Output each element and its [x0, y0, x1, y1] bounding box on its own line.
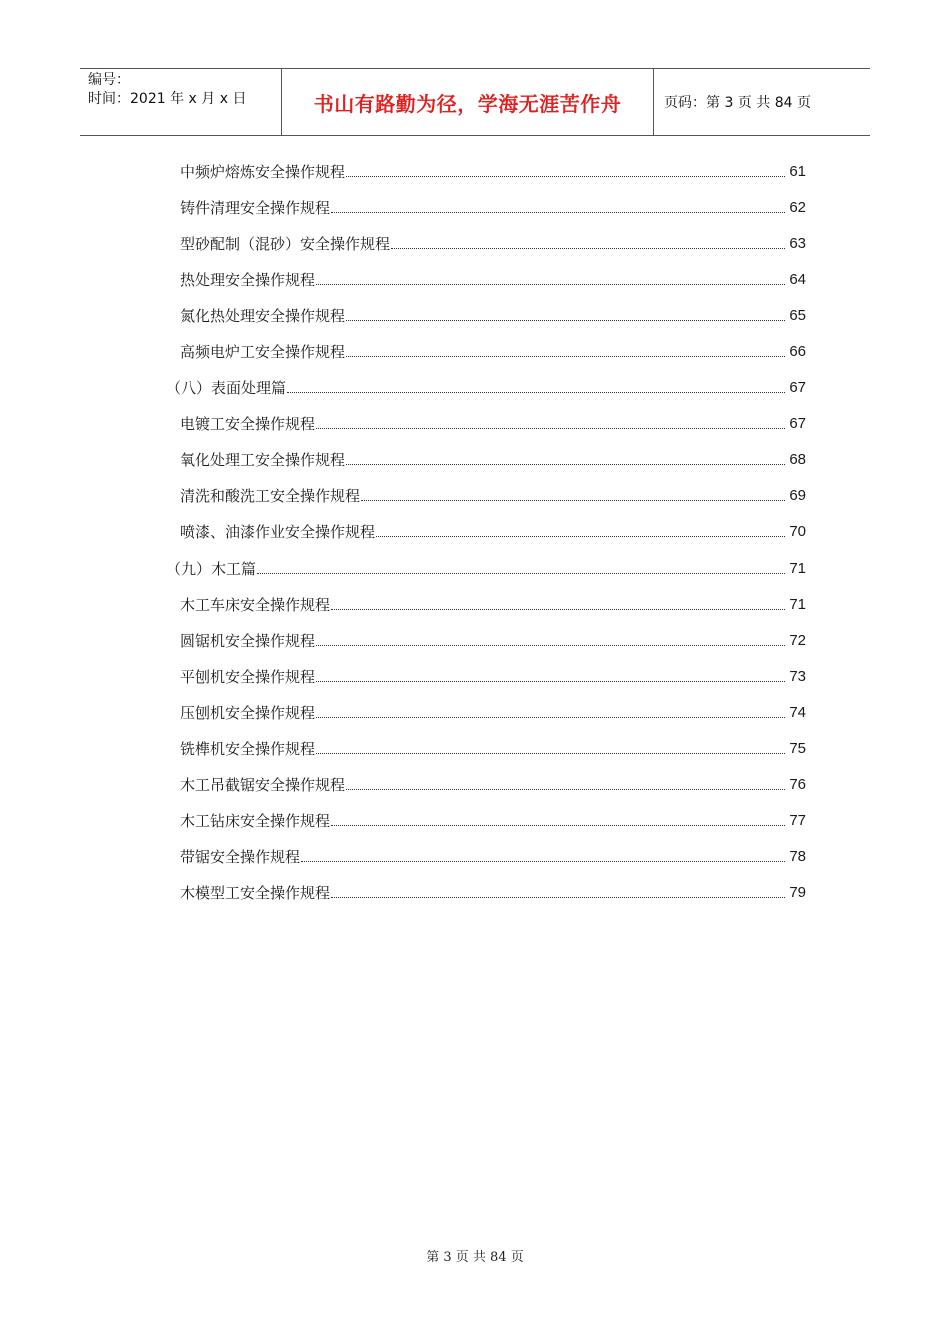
- toc-dot-leader: [287, 392, 785, 393]
- toc-dot-leader: [316, 717, 785, 718]
- toc-entry[interactable]: [166, 875, 806, 911]
- toc-entry-title: 高频电炉工安全操作规程: [180, 343, 346, 362]
- toc-entry-title: 型砂配制（混砂）安全操作规程: [180, 234, 391, 253]
- toc-dot-leader: [316, 645, 785, 646]
- toc-entry[interactable]: [166, 406, 806, 442]
- toc-dot-leader: [316, 753, 785, 754]
- toc-entry-title: 平刨机安全操作规程: [180, 667, 316, 686]
- document-number-label: 编号：: [88, 72, 130, 88]
- toc-dot-leader: [376, 536, 785, 537]
- page-footer: 第 3 页 共 84 页: [426, 1250, 524, 1265]
- toc-entry-title: 木模型工安全操作规程: [180, 884, 331, 903]
- toc-dot-leader: [257, 573, 785, 574]
- toc-entry-title: 木工吊截锯安全操作规程: [180, 776, 346, 795]
- toc-entry[interactable]: [166, 658, 806, 694]
- document-time: 时间：2021 年 x 月 x 日: [88, 91, 247, 107]
- toc-dot-leader: [346, 356, 785, 357]
- toc-entry-page-number: 74: [789, 703, 806, 721]
- toc-dot-leader: [316, 681, 785, 682]
- toc-entry[interactable]: [166, 514, 806, 550]
- toc-entry[interactable]: [166, 153, 806, 189]
- toc-entry-page-number: 72: [789, 631, 806, 649]
- toc-dot-leader: [331, 212, 785, 213]
- toc-dot-leader: [346, 320, 785, 321]
- toc-entry-page-number: 66: [789, 343, 806, 361]
- toc-entry-page-number: 64: [789, 270, 806, 288]
- toc-entry-title: （八）表面处理篇: [166, 379, 287, 398]
- toc-entry-title: 铣榫机安全操作规程: [180, 740, 316, 759]
- toc-entry-page-number: 67: [789, 415, 806, 433]
- toc-entry-page-number: 62: [789, 198, 806, 216]
- toc-dot-leader: [346, 176, 785, 177]
- toc-entry[interactable]: [166, 622, 806, 658]
- toc-dot-leader: [391, 248, 785, 249]
- toc-entry-page-number: 78: [789, 848, 806, 866]
- toc-entry[interactable]: [166, 550, 806, 586]
- toc-entry-title: 氮化热处理安全操作规程: [180, 306, 346, 325]
- toc-entry-page-number: 67: [789, 379, 806, 397]
- toc-dot-leader: [346, 464, 785, 465]
- toc-entry-page-number: 77: [789, 812, 806, 830]
- toc-entry[interactable]: [166, 478, 806, 514]
- toc-entry-title: 中频炉熔炼安全操作规程: [180, 162, 346, 181]
- toc-entry[interactable]: [166, 225, 806, 261]
- toc-entry-page-number: 65: [789, 306, 806, 324]
- toc-entry-page-number: 68: [789, 451, 806, 469]
- toc-entry-title: 热处理安全操作规程: [180, 270, 316, 289]
- header-meta: [80, 69, 282, 135]
- toc-entry[interactable]: [166, 261, 806, 297]
- toc-dot-leader: [331, 897, 785, 898]
- toc-entry-page-number: 73: [789, 667, 806, 685]
- toc-dot-leader: [346, 789, 785, 790]
- toc-dot-leader: [316, 428, 785, 429]
- toc-entry-title: （九）木工篇: [166, 559, 257, 578]
- toc-entry-page-number: 71: [789, 559, 806, 577]
- toc-entry-page-number: 70: [789, 523, 806, 541]
- toc-entry-page-number: 69: [789, 487, 806, 505]
- toc-entry-page-number: 71: [789, 595, 806, 613]
- toc-entry[interactable]: [166, 333, 806, 369]
- toc-entry-title: 圆锯机安全操作规程: [180, 631, 316, 650]
- toc-dot-leader: [316, 284, 785, 285]
- toc-entry-title: 压刨机安全操作规程: [180, 703, 316, 722]
- toc-entry-title: 木工钻床安全操作规程: [180, 812, 331, 831]
- toc-dot-leader: [331, 609, 785, 610]
- toc-entry-title: 氧化处理工安全操作规程: [180, 451, 346, 470]
- toc-dot-leader: [361, 500, 785, 501]
- toc-dot-leader: [301, 861, 785, 862]
- toc-entry-title: 电镀工安全操作规程: [180, 415, 316, 434]
- toc-entry-title: 木工车床安全操作规程: [180, 595, 331, 614]
- toc-entry[interactable]: [166, 586, 806, 622]
- toc-entry-page-number: 61: [789, 162, 806, 180]
- toc-entry-page-number: 79: [789, 884, 806, 902]
- toc-entry-title: 铸件清理安全操作规程: [180, 198, 331, 217]
- toc-entry[interactable]: [166, 189, 806, 225]
- toc-entry-title: 带锯安全操作规程: [180, 848, 301, 867]
- toc-entry-page-number: 76: [789, 776, 806, 794]
- toc-entry-page-number: 63: [789, 234, 806, 252]
- page-header: [80, 68, 870, 136]
- header-motto: 书山有路勤为径，学海无涯苦作舟: [282, 69, 654, 135]
- toc-dot-leader: [331, 825, 785, 826]
- toc-entry-title: 喷漆、油漆作业安全操作规程: [180, 523, 376, 542]
- header-page-info: 页码：第 3 页 共 84 页: [664, 95, 811, 111]
- toc-entry-page-number: 75: [789, 740, 806, 758]
- toc-entry[interactable]: [166, 442, 806, 478]
- toc-entry[interactable]: [166, 694, 806, 730]
- table-of-contents: [166, 153, 806, 911]
- toc-entry[interactable]: [166, 731, 806, 767]
- toc-entry[interactable]: [166, 297, 806, 333]
- toc-entry[interactable]: [166, 370, 806, 406]
- toc-entry[interactable]: [166, 767, 806, 803]
- toc-entry[interactable]: [166, 803, 806, 839]
- toc-entry[interactable]: [166, 839, 806, 875]
- toc-entry-title: 清洗和酸洗工安全操作规程: [180, 487, 361, 506]
